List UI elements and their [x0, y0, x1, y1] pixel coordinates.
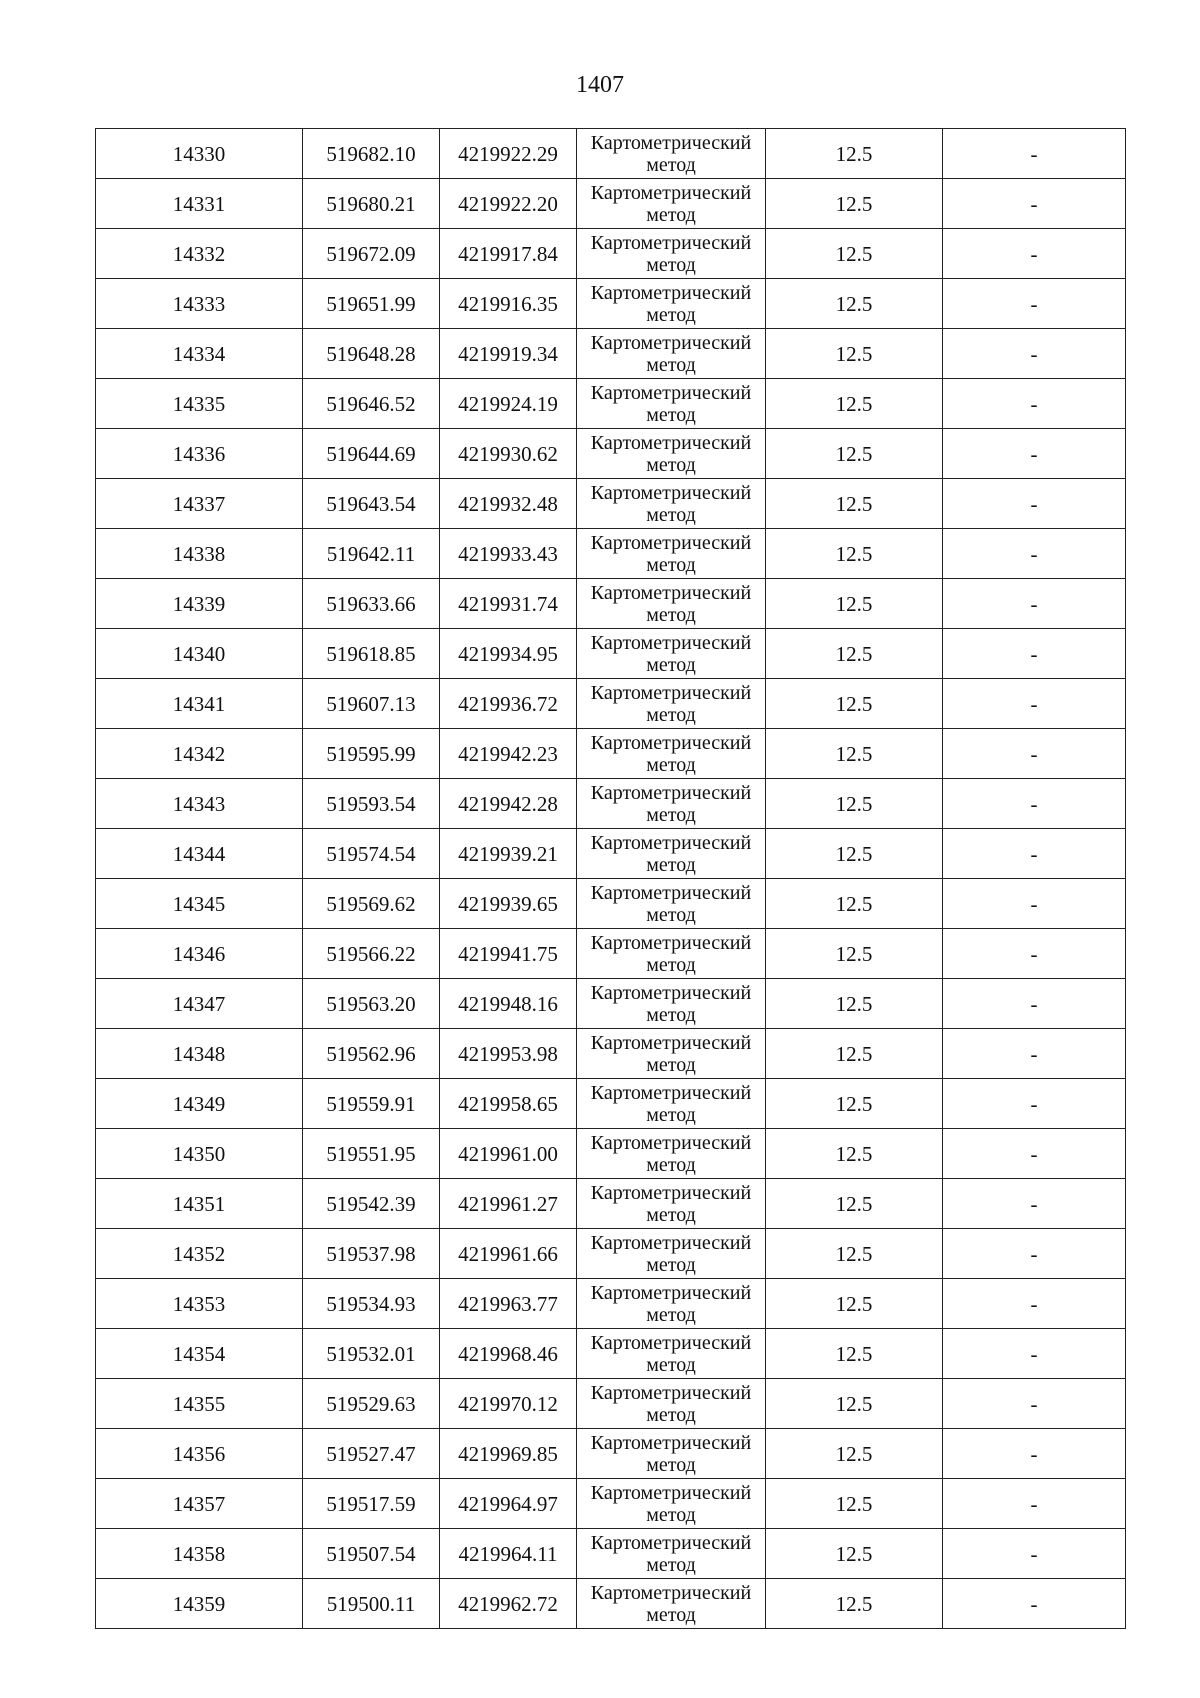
- method-cell: [577, 629, 766, 679]
- x-coordinate-cell: 519643.54: [303, 479, 440, 529]
- y-coordinate-cell: 4219964.11: [440, 1529, 577, 1579]
- y-coordinate-cell: 4219942.23: [440, 729, 577, 779]
- point-id-cell: 14350: [96, 1129, 303, 1179]
- y-coordinate-cell: 4219939.21: [440, 829, 577, 879]
- point-id-cell: 14351: [96, 1179, 303, 1229]
- method-line-2: метод: [646, 1203, 696, 1226]
- method-cell: [577, 1329, 766, 1379]
- method-cell: [577, 1379, 766, 1429]
- method-line-1: Картометрический: [590, 331, 752, 354]
- table-row: [96, 229, 1126, 279]
- point-id-cell: 14330: [96, 129, 303, 179]
- y-coordinate-cell: 4219941.75: [440, 929, 577, 979]
- table-row: [96, 129, 1126, 179]
- accuracy-cell: 12.5: [766, 1229, 943, 1279]
- method-line-1: Картометрический: [590, 431, 752, 454]
- method-line-1: Картометрический: [590, 131, 752, 154]
- table-row: [96, 1129, 1126, 1179]
- point-id-cell: 14355: [96, 1379, 303, 1429]
- point-id-cell: 14349: [96, 1079, 303, 1129]
- point-id-cell: 14342: [96, 729, 303, 779]
- table-row: [96, 1579, 1126, 1629]
- point-id-cell: 14331: [96, 179, 303, 229]
- method-line-1: Картометрический: [590, 1031, 752, 1054]
- method-line-2: метод: [646, 553, 696, 576]
- y-coordinate-cell: 4219934.95: [440, 629, 577, 679]
- x-coordinate-cell: 519680.21: [303, 179, 440, 229]
- point-id-cell: 14344: [96, 829, 303, 879]
- note-cell: -: [943, 1279, 1126, 1329]
- note-cell: -: [943, 1379, 1126, 1429]
- note-cell: -: [943, 1029, 1126, 1079]
- accuracy-cell: 12.5: [766, 1329, 943, 1379]
- method-line-1: Картометрический: [590, 1131, 752, 1154]
- method-line-2: метод: [646, 1503, 696, 1526]
- point-id-cell: 14352: [96, 1229, 303, 1279]
- method-cell: [577, 929, 766, 979]
- method-line-2: метод: [646, 1553, 696, 1576]
- table-row: [96, 379, 1126, 429]
- method-cell: [577, 279, 766, 329]
- table-row: [96, 279, 1126, 329]
- point-id-cell: 14356: [96, 1429, 303, 1479]
- method-cell: [577, 1429, 766, 1479]
- accuracy-cell: 12.5: [766, 679, 943, 729]
- y-coordinate-cell: 4219962.72: [440, 1579, 577, 1629]
- table-row: [96, 1179, 1126, 1229]
- point-id-cell: 14345: [96, 879, 303, 929]
- point-id-cell: 14335: [96, 379, 303, 429]
- table-row: [96, 879, 1126, 929]
- x-coordinate-cell: 519534.93: [303, 1279, 440, 1329]
- point-id-cell: 14334: [96, 329, 303, 379]
- accuracy-cell: 12.5: [766, 629, 943, 679]
- x-coordinate-cell: 519593.54: [303, 779, 440, 829]
- point-id-cell: 14341: [96, 679, 303, 729]
- accuracy-cell: 12.5: [766, 229, 943, 279]
- note-cell: -: [943, 1479, 1126, 1529]
- method-cell: [577, 829, 766, 879]
- x-coordinate-cell: 519562.96: [303, 1029, 440, 1079]
- method-line-1: Картометрический: [590, 1181, 752, 1204]
- accuracy-cell: 12.5: [766, 329, 943, 379]
- method-line-2: метод: [646, 253, 696, 276]
- accuracy-cell: 12.5: [766, 1379, 943, 1429]
- y-coordinate-cell: 4219953.98: [440, 1029, 577, 1079]
- y-coordinate-cell: 4219932.48: [440, 479, 577, 529]
- method-cell: [577, 1079, 766, 1129]
- method-line-2: метод: [646, 803, 696, 826]
- x-coordinate-cell: 519500.11: [303, 1579, 440, 1629]
- accuracy-cell: 12.5: [766, 529, 943, 579]
- point-id-cell: 14337: [96, 479, 303, 529]
- x-coordinate-cell: 519529.63: [303, 1379, 440, 1429]
- note-cell: -: [943, 879, 1126, 929]
- x-coordinate-cell: 519648.28: [303, 329, 440, 379]
- x-coordinate-cell: 519527.47: [303, 1429, 440, 1479]
- note-cell: -: [943, 429, 1126, 479]
- method-line-1: Картометрический: [590, 1281, 752, 1304]
- method-line-2: метод: [646, 1403, 696, 1426]
- y-coordinate-cell: 4219961.00: [440, 1129, 577, 1179]
- note-cell: -: [943, 1179, 1126, 1229]
- x-coordinate-cell: 519672.09: [303, 229, 440, 279]
- method-line-2: метод: [646, 1053, 696, 1076]
- method-line-1: Картометрический: [590, 1231, 752, 1254]
- method-cell: [577, 479, 766, 529]
- y-coordinate-cell: 4219969.85: [440, 1429, 577, 1479]
- note-cell: -: [943, 1079, 1126, 1129]
- method-line-1: Картометрический: [590, 631, 752, 654]
- x-coordinate-cell: 519682.10: [303, 129, 440, 179]
- note-cell: -: [943, 579, 1126, 629]
- point-id-cell: 14343: [96, 779, 303, 829]
- accuracy-cell: 12.5: [766, 979, 943, 1029]
- x-coordinate-cell: 519551.95: [303, 1129, 440, 1179]
- method-line-2: метод: [646, 303, 696, 326]
- method-line-1: Картометрический: [590, 1381, 752, 1404]
- method-cell: [577, 429, 766, 479]
- note-cell: -: [943, 479, 1126, 529]
- accuracy-cell: 12.5: [766, 1279, 943, 1329]
- method-line-1: Картометрический: [590, 1431, 752, 1454]
- x-coordinate-cell: 519595.99: [303, 729, 440, 779]
- x-coordinate-cell: 519618.85: [303, 629, 440, 679]
- y-coordinate-cell: 4219933.43: [440, 529, 577, 579]
- note-cell: -: [943, 679, 1126, 729]
- accuracy-cell: 12.5: [766, 929, 943, 979]
- y-coordinate-cell: 4219963.77: [440, 1279, 577, 1329]
- accuracy-cell: 12.5: [766, 1029, 943, 1079]
- method-cell: [577, 1129, 766, 1179]
- x-coordinate-cell: 519574.54: [303, 829, 440, 879]
- method-line-1: Картометрический: [590, 881, 752, 904]
- accuracy-cell: 12.5: [766, 179, 943, 229]
- table-row: [96, 779, 1126, 829]
- x-coordinate-cell: 519633.66: [303, 579, 440, 629]
- accuracy-cell: 12.5: [766, 1129, 943, 1179]
- x-coordinate-cell: 519517.59: [303, 1479, 440, 1529]
- accuracy-cell: 12.5: [766, 129, 943, 179]
- method-cell: [577, 529, 766, 579]
- table-row: [96, 429, 1126, 479]
- x-coordinate-cell: 519563.20: [303, 979, 440, 1029]
- method-line-1: Картометрический: [590, 581, 752, 604]
- y-coordinate-cell: 4219936.72: [440, 679, 577, 729]
- method-cell: [577, 179, 766, 229]
- table-row: [96, 1079, 1126, 1129]
- method-cell: [577, 579, 766, 629]
- note-cell: -: [943, 129, 1126, 179]
- method-cell: [577, 1529, 766, 1579]
- note-cell: -: [943, 729, 1126, 779]
- y-coordinate-cell: 4219916.35: [440, 279, 577, 329]
- method-line-2: метод: [646, 853, 696, 876]
- accuracy-cell: 12.5: [766, 429, 943, 479]
- note-cell: -: [943, 979, 1126, 1029]
- note-cell: -: [943, 1579, 1126, 1629]
- accuracy-cell: 12.5: [766, 1179, 943, 1229]
- table-row: [96, 1029, 1126, 1079]
- point-id-cell: 14333: [96, 279, 303, 329]
- method-cell: [577, 979, 766, 1029]
- method-line-1: Картометрический: [590, 981, 752, 1004]
- method-line-1: Картометрический: [590, 1081, 752, 1104]
- y-coordinate-cell: 4219930.62: [440, 429, 577, 479]
- point-id-cell: 14357: [96, 1479, 303, 1529]
- table-row: [96, 979, 1126, 1029]
- method-line-1: Картометрический: [590, 281, 752, 304]
- y-coordinate-cell: 4219968.46: [440, 1329, 577, 1379]
- table-row: [96, 679, 1126, 729]
- method-line-2: метод: [646, 953, 696, 976]
- method-line-1: Картометрический: [590, 481, 752, 504]
- method-line-2: метод: [646, 1153, 696, 1176]
- point-id-cell: 14340: [96, 629, 303, 679]
- method-line-1: Картометрический: [590, 1581, 752, 1604]
- x-coordinate-cell: 519559.91: [303, 1079, 440, 1129]
- x-coordinate-cell: 519607.13: [303, 679, 440, 729]
- point-id-cell: 14332: [96, 229, 303, 279]
- method-cell: [577, 129, 766, 179]
- method-cell: [577, 1579, 766, 1629]
- method-cell: [577, 329, 766, 379]
- accuracy-cell: 12.5: [766, 1429, 943, 1479]
- point-id-cell: 14348: [96, 1029, 303, 1079]
- method-cell: [577, 729, 766, 779]
- method-line-2: метод: [646, 1603, 696, 1626]
- x-coordinate-cell: 519542.39: [303, 1179, 440, 1229]
- method-cell: [577, 1479, 766, 1529]
- table-row: [96, 729, 1126, 779]
- method-line-1: Картометрический: [590, 1331, 752, 1354]
- method-line-1: Картометрический: [590, 931, 752, 954]
- method-line-1: Картометрический: [590, 231, 752, 254]
- accuracy-cell: 12.5: [766, 1529, 943, 1579]
- method-line-1: Картометрический: [590, 1481, 752, 1504]
- point-id-cell: 14353: [96, 1279, 303, 1329]
- method-line-2: метод: [646, 1353, 696, 1376]
- method-cell: [577, 679, 766, 729]
- accuracy-cell: 12.5: [766, 1079, 943, 1129]
- method-cell: [577, 879, 766, 929]
- method-line-2: метод: [646, 1003, 696, 1026]
- method-cell: [577, 1179, 766, 1229]
- y-coordinate-cell: 4219970.12: [440, 1379, 577, 1429]
- y-coordinate-cell: 4219919.34: [440, 329, 577, 379]
- method-line-2: метод: [646, 1453, 696, 1476]
- table-row: [96, 179, 1126, 229]
- method-cell: [577, 379, 766, 429]
- method-cell: [577, 229, 766, 279]
- note-cell: -: [943, 529, 1126, 579]
- y-coordinate-cell: 4219964.97: [440, 1479, 577, 1529]
- y-coordinate-cell: 4219922.20: [440, 179, 577, 229]
- table-row: [96, 1529, 1126, 1579]
- method-line-1: Картометрический: [590, 531, 752, 554]
- x-coordinate-cell: 519507.54: [303, 1529, 440, 1579]
- method-line-2: метод: [646, 1103, 696, 1126]
- table-row: [96, 329, 1126, 379]
- method-line-2: метод: [646, 503, 696, 526]
- y-coordinate-cell: 4219961.27: [440, 1179, 577, 1229]
- method-line-2: метод: [646, 603, 696, 626]
- table-row: [96, 529, 1126, 579]
- y-coordinate-cell: 4219958.65: [440, 1079, 577, 1129]
- method-cell: [577, 1229, 766, 1279]
- y-coordinate-cell: 4219917.84: [440, 229, 577, 279]
- method-line-1: Картометрический: [590, 181, 752, 204]
- method-cell: [577, 779, 766, 829]
- table-row: [96, 579, 1126, 629]
- x-coordinate-cell: 519651.99: [303, 279, 440, 329]
- x-coordinate-cell: 519566.22: [303, 929, 440, 979]
- method-line-2: метод: [646, 353, 696, 376]
- method-line-2: метод: [646, 453, 696, 476]
- note-cell: -: [943, 1329, 1126, 1379]
- note-cell: -: [943, 629, 1126, 679]
- method-line-1: Картометрический: [590, 831, 752, 854]
- method-line-1: Картометрический: [590, 781, 752, 804]
- note-cell: -: [943, 1229, 1126, 1279]
- accuracy-cell: 12.5: [766, 879, 943, 929]
- note-cell: -: [943, 229, 1126, 279]
- table-row: [96, 479, 1126, 529]
- y-coordinate-cell: 4219924.19: [440, 379, 577, 429]
- point-id-cell: 14336: [96, 429, 303, 479]
- accuracy-cell: 12.5: [766, 779, 943, 829]
- y-coordinate-cell: 4219961.66: [440, 1229, 577, 1279]
- accuracy-cell: 12.5: [766, 479, 943, 529]
- method-line-2: метод: [646, 153, 696, 176]
- y-coordinate-cell: 4219922.29: [440, 129, 577, 179]
- table-row: [96, 829, 1126, 879]
- note-cell: -: [943, 929, 1126, 979]
- method-line-1: Картометрический: [590, 681, 752, 704]
- method-line-2: метод: [646, 1303, 696, 1326]
- accuracy-cell: 12.5: [766, 579, 943, 629]
- accuracy-cell: 12.5: [766, 379, 943, 429]
- note-cell: -: [943, 1429, 1126, 1479]
- method-line-2: метод: [646, 703, 696, 726]
- point-id-cell: 14346: [96, 929, 303, 979]
- point-id-cell: 14338: [96, 529, 303, 579]
- table-row: [96, 1429, 1126, 1479]
- note-cell: -: [943, 279, 1126, 329]
- y-coordinate-cell: 4219939.65: [440, 879, 577, 929]
- point-id-cell: 14358: [96, 1529, 303, 1579]
- method-line-1: Картометрический: [590, 731, 752, 754]
- method-line-2: метод: [646, 653, 696, 676]
- note-cell: -: [943, 179, 1126, 229]
- page-number: 1407: [576, 72, 624, 98]
- accuracy-cell: 12.5: [766, 1479, 943, 1529]
- note-cell: -: [943, 829, 1126, 879]
- table-row: [96, 1329, 1126, 1379]
- accuracy-cell: 12.5: [766, 279, 943, 329]
- table-row: [96, 1379, 1126, 1429]
- table-row: [96, 929, 1126, 979]
- x-coordinate-cell: 519569.62: [303, 879, 440, 929]
- table-row: [96, 1479, 1126, 1529]
- note-cell: -: [943, 1129, 1126, 1179]
- x-coordinate-cell: 519644.69: [303, 429, 440, 479]
- x-coordinate-cell: 519532.01: [303, 1329, 440, 1379]
- y-coordinate-cell: 4219931.74: [440, 579, 577, 629]
- method-cell: [577, 1279, 766, 1329]
- coordinates-table-body: [96, 129, 1126, 1629]
- accuracy-cell: 12.5: [766, 1579, 943, 1629]
- method-line-1: Картометрический: [590, 381, 752, 404]
- method-line-2: метод: [646, 753, 696, 776]
- accuracy-cell: 12.5: [766, 829, 943, 879]
- table-row: [96, 629, 1126, 679]
- coordinates-table: [95, 128, 1126, 1629]
- method-line-2: метод: [646, 403, 696, 426]
- table-row: [96, 1229, 1126, 1279]
- x-coordinate-cell: 519646.52: [303, 379, 440, 429]
- method-line-2: метод: [646, 1253, 696, 1276]
- method-line-2: метод: [646, 203, 696, 226]
- y-coordinate-cell: 4219942.28: [440, 779, 577, 829]
- x-coordinate-cell: 519537.98: [303, 1229, 440, 1279]
- point-id-cell: 14347: [96, 979, 303, 1029]
- point-id-cell: 14339: [96, 579, 303, 629]
- note-cell: -: [943, 379, 1126, 429]
- x-coordinate-cell: 519642.11: [303, 529, 440, 579]
- note-cell: -: [943, 329, 1126, 379]
- method-line-2: метод: [646, 903, 696, 926]
- method-cell: [577, 1029, 766, 1079]
- note-cell: -: [943, 779, 1126, 829]
- y-coordinate-cell: 4219948.16: [440, 979, 577, 1029]
- note-cell: -: [943, 1529, 1126, 1579]
- point-id-cell: 14359: [96, 1579, 303, 1629]
- point-id-cell: 14354: [96, 1329, 303, 1379]
- accuracy-cell: 12.5: [766, 729, 943, 779]
- method-line-1: Картометрический: [590, 1531, 752, 1554]
- table-row: [96, 1279, 1126, 1329]
